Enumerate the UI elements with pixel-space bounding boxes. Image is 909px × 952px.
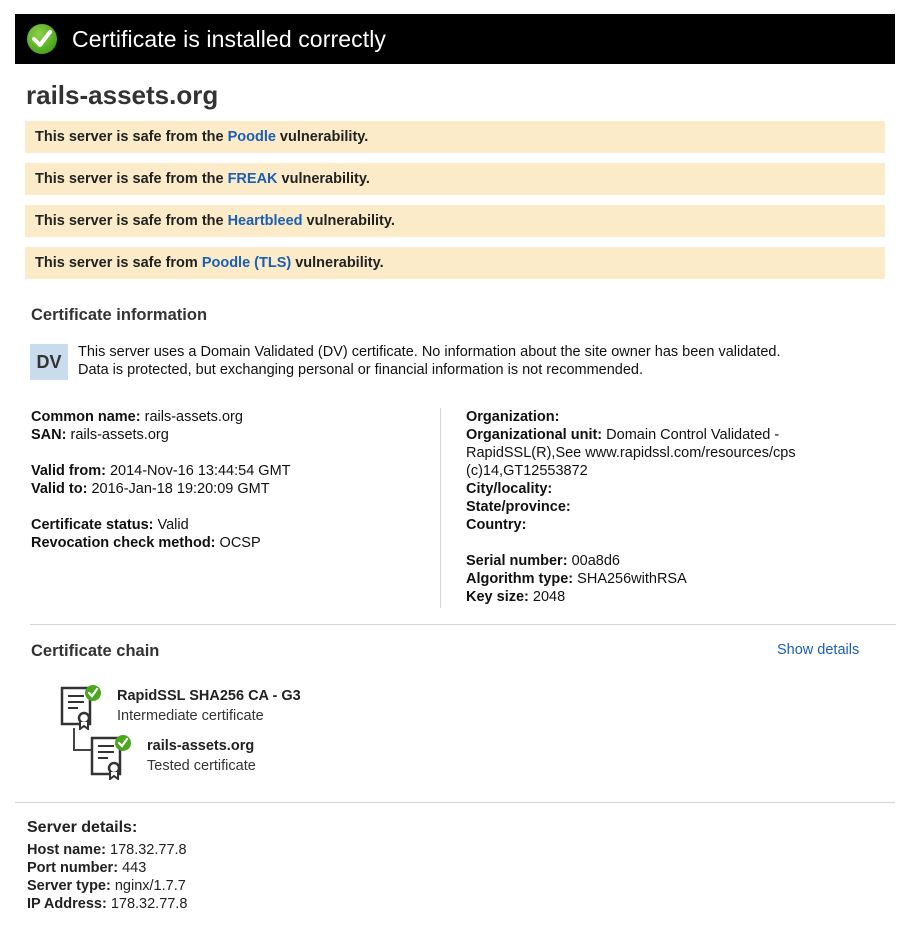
cert-chain-heading: Certificate chain	[31, 642, 160, 660]
check-circle-icon	[27, 24, 57, 54]
san-row	[31, 426, 291, 444]
page-title: rails-assets.org	[26, 80, 219, 110]
banner-title: Certificate is installed correctly	[72, 25, 387, 52]
server-type-value: nginx/1.7.7	[114, 878, 186, 894]
keysize-value: 2048	[532, 589, 566, 605]
ou-value-cont: RapidSSL(R),See www.rapidssl.com/resources/cps	[466, 445, 796, 461]
ip-row	[27, 895, 187, 913]
vuln-text: vulnerability.	[281, 171, 370, 187]
vuln-notice-poodle-tls	[25, 247, 885, 279]
label: Common name:	[31, 409, 141, 425]
valid-to-value: 2016-Jan-18 19:20:09 GMT	[91, 481, 270, 497]
revocation-row	[31, 534, 291, 552]
label: Certificate status:	[31, 517, 154, 533]
vuln-text: vulnerability.	[306, 213, 395, 229]
port-row	[27, 859, 187, 877]
cert-details-right	[466, 408, 796, 606]
label: Organizational unit:	[466, 427, 603, 443]
san-value: rails-assets.org	[70, 427, 169, 443]
status-banner	[15, 14, 895, 64]
algorithm-value: SHA256withRSA	[577, 571, 687, 587]
vuln-text: This server is safe from the	[35, 129, 224, 145]
dv-description	[78, 343, 878, 379]
freak-link[interactable]: FREAK	[227, 171, 278, 187]
certificate-icon	[90, 734, 134, 780]
vuln-notice-poodle	[25, 121, 885, 153]
vuln-text: vulnerability.	[295, 255, 384, 271]
chain-item-name: rails-assets.org	[147, 738, 255, 754]
label: State/province:	[466, 499, 571, 515]
vuln-notice-heartbleed	[25, 205, 885, 237]
label: Revocation check method:	[31, 535, 216, 551]
cert-info-heading: Certificate information	[31, 306, 208, 324]
host-row	[27, 841, 187, 859]
dv-badge: DV	[30, 344, 68, 380]
valid-from-row	[31, 462, 291, 480]
label: City/locality:	[466, 481, 553, 497]
server-details-heading: Server details:	[27, 819, 138, 836]
label: Valid from:	[31, 463, 106, 479]
dv-description-line: Data is protected, but exchanging personal or financial information is not recommended.	[78, 362, 644, 378]
city-row	[466, 480, 796, 498]
revocation-value: OCSP	[219, 535, 261, 551]
status-value: Valid	[157, 517, 189, 533]
section-divider	[30, 624, 896, 625]
column-divider	[440, 408, 441, 608]
label: Port number:	[27, 860, 119, 876]
label: Serial number:	[466, 553, 568, 569]
country-row	[466, 516, 796, 534]
vuln-text: This server is safe from the	[35, 213, 224, 229]
vuln-notice-freak	[25, 163, 885, 195]
label: Country:	[466, 517, 527, 533]
label: Organization:	[466, 409, 560, 425]
common-name-row	[31, 408, 291, 426]
host-value: 178.32.77.8	[110, 842, 187, 858]
valid-to-row	[31, 480, 291, 498]
heartbleed-link[interactable]: Heartbleed	[227, 213, 303, 229]
certificate-icon	[60, 684, 104, 730]
ou-value: Domain Control Validated -	[606, 427, 780, 443]
common-name-value: rails-assets.org	[144, 409, 243, 425]
chain-item-name: RapidSSL SHA256 CA - G3	[117, 688, 301, 704]
cert-details-left	[31, 408, 291, 552]
label: Valid to:	[31, 481, 88, 497]
chain-item-type: Intermediate certificate	[117, 708, 264, 724]
keysize-row	[466, 588, 796, 606]
label: Algorithm type:	[466, 571, 574, 587]
organization-row	[466, 408, 796, 426]
ou-row	[466, 426, 796, 444]
server-details	[27, 819, 187, 913]
dv-description-line: This server uses a Domain Validated (DV) certificate. No information about the site owner has been validated.	[78, 344, 781, 360]
vuln-text: This server is safe from the	[35, 171, 224, 187]
server-type-row	[27, 877, 187, 895]
valid-from-value: 2014-Nov-16 13:44:54 GMT	[109, 463, 291, 479]
vuln-text: This server is safe from	[35, 255, 198, 271]
serial-value: 00a8d6	[571, 553, 620, 569]
poodle-tls-link[interactable]: Poodle (TLS)	[201, 255, 292, 271]
label: Server type:	[27, 878, 111, 894]
label: IP Address:	[27, 896, 107, 912]
label: Key size:	[466, 589, 529, 605]
label: SAN:	[31, 427, 67, 443]
vuln-text: vulnerability.	[279, 129, 369, 145]
section-divider	[15, 802, 895, 803]
ip-value: 178.32.77.8	[110, 896, 188, 912]
algorithm-row	[466, 570, 796, 588]
state-row	[466, 498, 796, 516]
status-row	[31, 516, 291, 534]
port-value: 443	[122, 860, 147, 876]
show-details-link[interactable]: Show details	[777, 642, 860, 658]
chain-item-type: Tested certificate	[147, 758, 256, 774]
serial-row	[466, 552, 796, 570]
poodle-link[interactable]: Poodle	[227, 129, 276, 145]
ou-value-cont: (c)14,GT12553872	[466, 463, 588, 479]
label: Host name:	[27, 842, 106, 858]
